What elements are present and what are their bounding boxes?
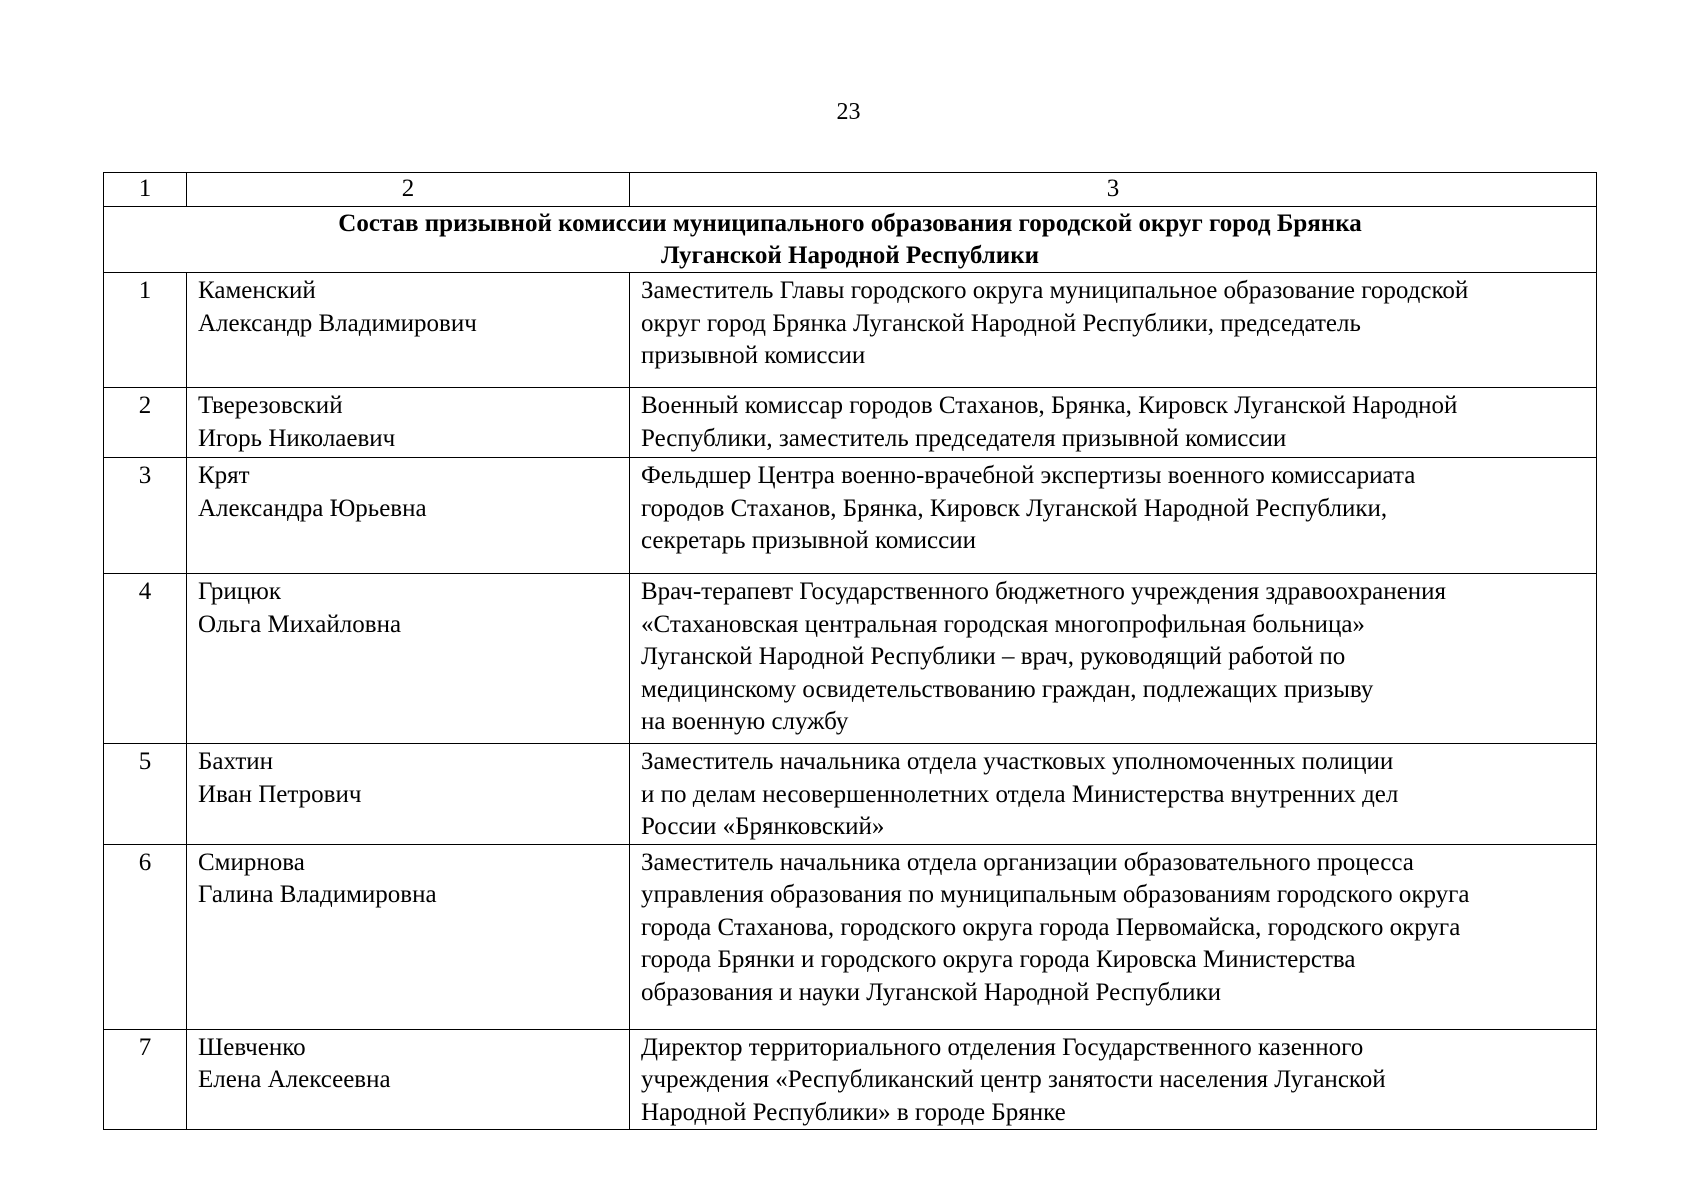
member-given-names: Александра Юрьевна [198, 494, 427, 522]
row-number: 5 [104, 744, 187, 845]
table-row [104, 458, 1597, 574]
member-given-names: Ольга Михайловна [198, 610, 402, 638]
page-number: 23 [836, 99, 861, 125]
member-surname: Грицюк [198, 578, 281, 605]
role-line: Врач-терапевт Государственного бюджетного учреждения здравоохранения [641, 578, 1447, 605]
member-name [187, 574, 630, 744]
row-number: 6 [104, 844, 187, 1029]
role-line: «Стахановская центральная городская многопрофильная больница» [641, 610, 1365, 638]
role-line: медицинскому освидетельствованию граждан, подлежащих призыву [641, 675, 1374, 703]
column-number-2: 2 [187, 173, 630, 207]
member-given-names: Александр Владимирович [198, 309, 477, 337]
role-line: Народной Республики» в городе Брянке [641, 1098, 1066, 1126]
member-given-names: Иван Петрович [198, 780, 362, 808]
member-role [630, 273, 1597, 388]
member-name [187, 388, 630, 458]
member-given-names: Елена Алексеевна [198, 1066, 391, 1093]
role-line: Заместитель Главы городского округа муниципальное образование городской [641, 277, 1469, 304]
member-role [630, 844, 1597, 1029]
member-given-names: Галина Владимировна [198, 881, 437, 908]
section-title [104, 207, 1597, 273]
column-number-3: 3 [630, 173, 1597, 207]
member-role [630, 574, 1597, 744]
member-name [187, 273, 630, 388]
row-number: 4 [104, 574, 187, 744]
member-role [630, 744, 1597, 845]
member-surname: Крят [198, 462, 250, 489]
role-line: городов Стаханов, Брянка, Кировск Луганской Народной Республики, [641, 494, 1388, 522]
role-line: учреждения «Республиканский центр занятости населения Луганской [641, 1066, 1386, 1093]
member-role [630, 458, 1597, 574]
role-line: Директор территориального отделения Государственного казенного [641, 1033, 1364, 1061]
member-surname: Смирнова [198, 848, 305, 876]
role-line: округ город Брянка Луганской Народной Республики, председатель [641, 309, 1361, 337]
row-number: 2 [104, 388, 187, 458]
table-row [104, 388, 1597, 458]
member-surname: Шевченко [198, 1033, 306, 1061]
table-row [104, 844, 1597, 1029]
member-name [187, 1029, 630, 1130]
role-line: Военный комиссар городов Стаханов, Брянка, Кировск Луганской Народной [641, 392, 1458, 419]
member-surname: Каменский [198, 277, 316, 304]
role-line: призывной комиссии [641, 342, 866, 369]
role-line: образования и науки Луганской Народной Республики [641, 978, 1221, 1006]
member-role [630, 1029, 1597, 1130]
role-line: Луганской Народной Республики – врач, руководящий работой по [641, 643, 1346, 670]
role-line: России «Брянковский» [641, 813, 885, 840]
row-number: 7 [104, 1029, 187, 1130]
role-line: секретарь призывной комиссии [641, 527, 977, 554]
member-name [187, 844, 630, 1029]
section-title-row [104, 207, 1597, 273]
member-name [187, 744, 630, 845]
member-name [187, 458, 630, 574]
table-row [104, 744, 1597, 845]
role-line: Заместитель начальника отдела организации образовательного процесса [641, 848, 1414, 876]
member-surname: Бахтин [198, 748, 274, 775]
member-role [630, 388, 1597, 458]
section-title-line: Состав призывной комиссии муниципального образования городской округ город Брянка [338, 210, 1362, 237]
role-line: и по делам несовершеннолетних отдела Министерства внутренних дел [641, 780, 1399, 808]
column-number-row [104, 173, 1597, 207]
member-given-names: Игорь Николаевич [198, 424, 396, 452]
row-number: 1 [104, 273, 187, 388]
table-row [104, 273, 1597, 388]
role-line: управления образования по муниципальным образованиям городского округа [641, 881, 1470, 908]
commission-table [103, 172, 1597, 1130]
role-line: Республики, заместитель председателя призывной комиссии [641, 424, 1287, 452]
member-surname: Тверезовский [198, 392, 343, 419]
table-row [104, 1029, 1597, 1130]
row-number: 3 [104, 458, 187, 574]
role-line: на военную службу [641, 708, 849, 735]
role-line: Заместитель начальника отдела участковых уполномоченных полиции [641, 748, 1394, 775]
table-row [104, 574, 1597, 744]
role-line: Фельдшер Центра военно-врачебной экспертизы военного комиссариата [641, 462, 1416, 489]
role-line: города Брянки и городского округа города Кировска Министерства [641, 946, 1356, 973]
section-title-line: Луганской Народной Республики [660, 242, 1040, 269]
role-line: города Стаханова, городского округа города Первомайска, городского округа [641, 913, 1461, 941]
column-number-1: 1 [104, 173, 187, 207]
